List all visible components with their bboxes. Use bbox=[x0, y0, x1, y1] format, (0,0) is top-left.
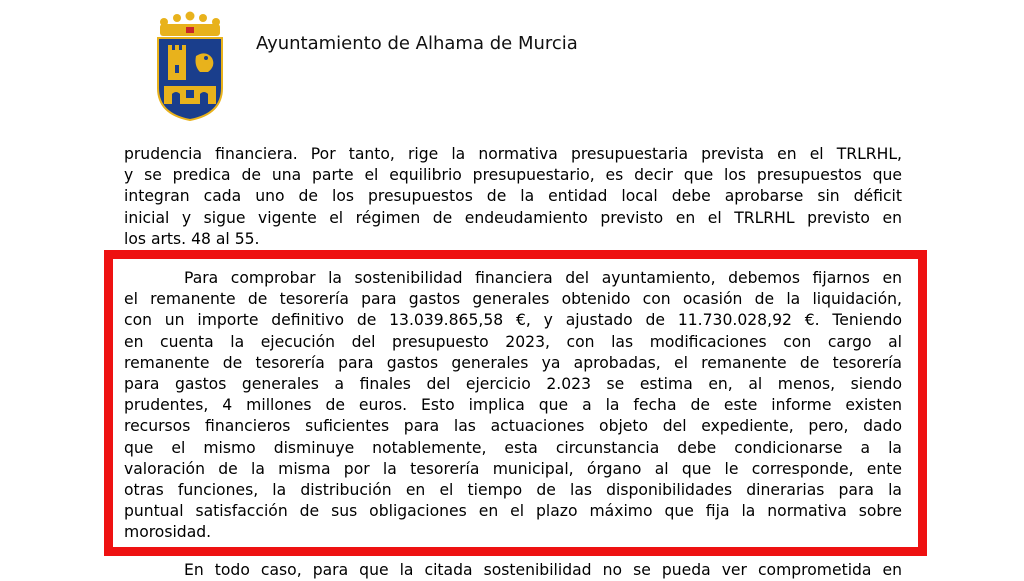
paragraph-financial-sustainability bbox=[124, 268, 902, 543]
crown-icon bbox=[160, 12, 220, 37]
paragraph-budget-rules bbox=[124, 144, 902, 250]
paragraph-continuation bbox=[124, 560, 902, 581]
paragraph-line: valoración de la misma por la tesorería municipal, órgano al que le corresponde, ente bbox=[124, 459, 902, 478]
organization-name: Ayuntamiento de Alhama de Murcia bbox=[256, 33, 578, 54]
paragraph-line: y se predica de una parte el equilibrio presupuestario, es decir que los presupuestos que bbox=[124, 166, 902, 185]
paragraph-line: En todo caso, para que la citada sostenibilidad no se pueda ver comprometida en bbox=[184, 561, 902, 579]
paragraph-line: recursos financieros suficientes para las actuaciones objeto del expediente, pero, dado bbox=[124, 417, 902, 436]
paragraph-line: integran cada uno de los presupuestos de la entidad local debe aprobarse sin déficit bbox=[124, 187, 902, 206]
paragraph-line: remanente de tesorería para gastos generales ya aprobadas, el remanente de tesorería bbox=[124, 353, 902, 372]
paragraph-line: el remanente de tesorería para gastos generales obtenido con ocasión de la liquidación, bbox=[124, 290, 902, 309]
paragraph-line: en cuenta la ejecución del presupuesto 2023, con las modificaciones con cargo al bbox=[124, 332, 902, 351]
paragraph-line: puntual satisfacción de sus obligaciones en el plazo máximo que fija la normativa sobre bbox=[124, 502, 902, 521]
paragraph-line: con un importe definitivo de 13.039.865,58 €, y ajustado de 11.730.028,92 €. Teniendo bbox=[124, 311, 902, 330]
paragraph-line: los arts. 48 al 55. bbox=[124, 229, 260, 248]
paragraph-line: otras funciones, la distribución en el tiempo de las disponibilidades dinerarias para la bbox=[124, 480, 902, 499]
paragraph-line: prudencia financiera. Por tanto, rige la normativa presupuestaria prevista en el TRLRHL, bbox=[124, 145, 902, 163]
paragraph-line: Para comprobar la sostenibilidad financiera del ayuntamiento, debemos fijarnos en bbox=[184, 269, 902, 287]
paragraph-line: que el mismo disminuye notablemente, esta circunstancia debe condicionarse a la bbox=[124, 438, 902, 457]
paragraph-line: para gastos generales a finales del ejercicio 2.023 se estima en, al menos, siendo bbox=[124, 374, 902, 393]
paragraph-line: morosidad. bbox=[124, 523, 212, 542]
paragraph-line: prudentes, 4 millones de euros. Esto implica que a la fecha de este informe existen bbox=[124, 396, 902, 415]
paragraph-line: inicial y sigue vigente el régimen de endeudamiento previsto en el TRLRHL previsto en bbox=[124, 208, 902, 227]
municipal-coat-of-arms-icon bbox=[150, 10, 230, 122]
